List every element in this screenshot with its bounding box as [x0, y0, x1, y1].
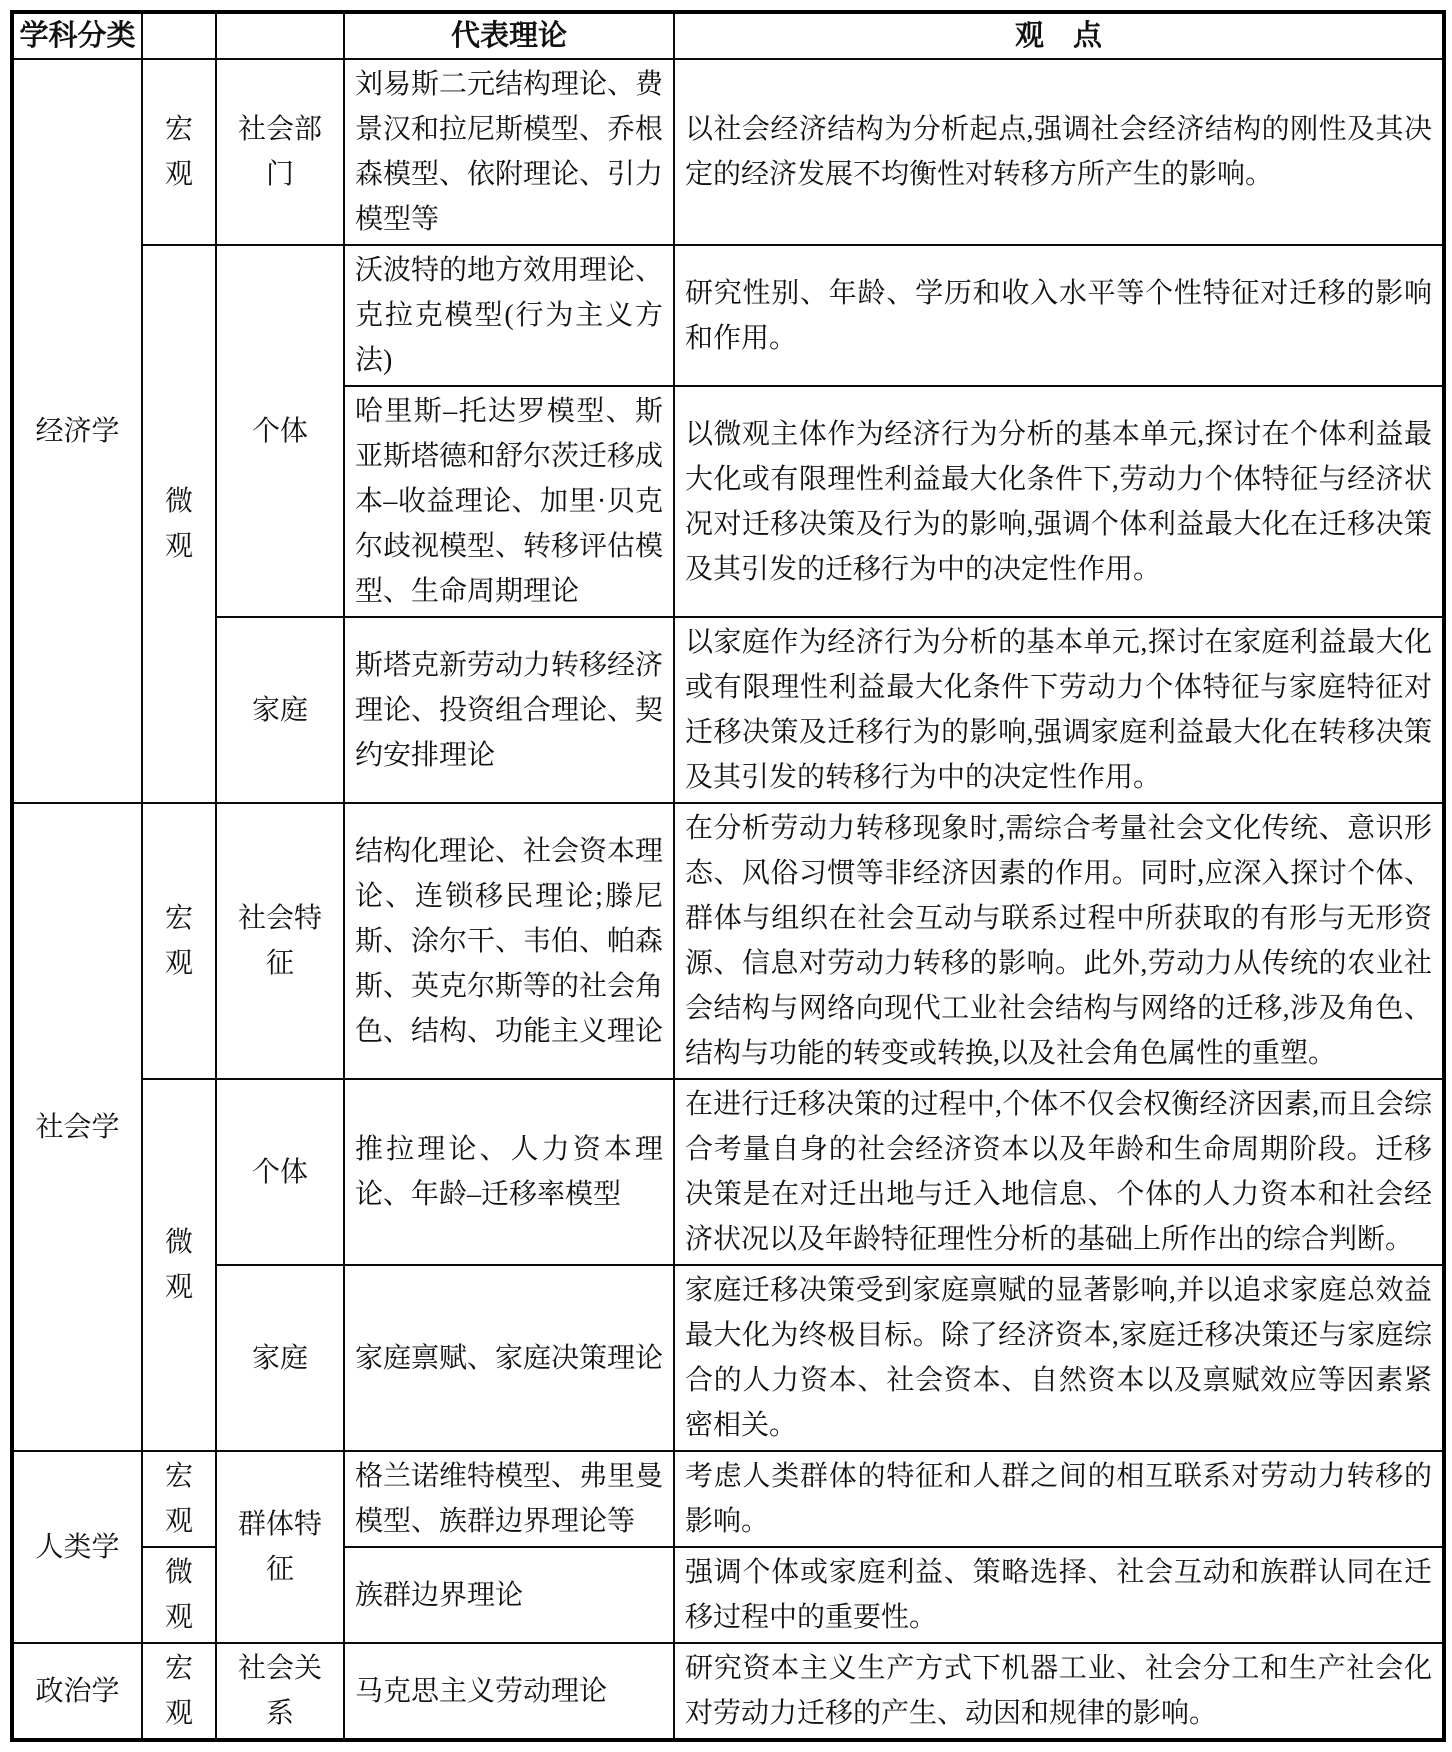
table-row [12, 1265, 1444, 1451]
theory-cell: 结构化理论、社会资本理论、连锁移民理论;滕尼斯、涂尔干、韦伯、帕森斯、英克尔斯等的社会角色、结构、功能主义理论 [344, 803, 674, 1079]
header-theory: 代表理论 [344, 12, 674, 59]
viewpoint-cell: 在进行迁移决策的过程中,个体不仅会权衡经济因素,而且会综合考量自身的社会经济资本以及年龄和生命周期阶段。迁移决策是在对迁出地与迁入地信息、个体的人力资本和社会经济状况以及年龄特征理性分析的基础上所作出的综合判断。 [674, 1079, 1444, 1265]
unit-cell: 社会关系 [216, 1643, 344, 1740]
discipline-cell: 社会学 [12, 803, 142, 1451]
theory-cell: 家庭禀赋、家庭决策理论 [344, 1265, 674, 1451]
viewpoint-cell: 以家庭作为经济行为分析的基本单元,探讨在家庭利益最大化或有限理性利益最大化条件下劳动力个体特征与家庭特征对迁移决策及迁移行为的影响,强调家庭利益最大化在转移决策及其引发的转移行为中的决定性作用。 [674, 617, 1444, 803]
viewpoint-cell: 以微观主体作为经济行为分析的基本单元,探讨在个体利益最大化或有限理性利益最大化条件下,劳动力个体特征与经济状况对迁移决策及行为的影响,强调个体利益最大化在迁移决策及其引发的迁移行为中的决定性作用。 [674, 386, 1444, 617]
theory-cell: 沃波特的地方效用理论、克拉克模型(行为主义方法) [344, 245, 674, 386]
viewpoint-cell: 研究性别、年龄、学历和收入水平等个性特征对迁移的影响和作用。 [674, 245, 1444, 386]
scale-cell: 微观 [142, 245, 216, 803]
viewpoint-cell: 研究资本主义生产方式下机器工业、社会分工和生产社会化对劳动力迁移的产生、动因和规律的影响。 [674, 1643, 1444, 1740]
scale-cell: 宏观 [142, 59, 216, 245]
theory-cell: 推拉理论、人力资本理论、年龄–迁移率模型 [344, 1079, 674, 1265]
table-row [12, 59, 1444, 245]
viewpoint-cell: 在分析劳动力转移现象时,需综合考量社会文化传统、意识形态、风俗习惯等非经济因素的作用。同时,应深入探讨个体、群体与组织在社会互动与联系过程中所获取的有形与无形资源、信息对劳动力转移的影响。此外,劳动力从传统的农业社会结构与网络向现代工业社会结构与网络的迁移,涉及角色、结构与功能的转变或转换,以及社会角色属性的重塑。 [674, 803, 1444, 1079]
header-discipline: 学科分类 [12, 12, 142, 59]
unit-cell: 个体 [216, 245, 344, 617]
theory-cell: 马克思主义劳动理论 [344, 1643, 674, 1740]
scale-cell: 微观 [142, 1079, 216, 1451]
header-viewpoint: 观 点 [674, 12, 1444, 59]
table-row [12, 617, 1444, 803]
unit-cell: 群体特征 [216, 1451, 344, 1643]
discipline-theory-table [10, 10, 1446, 1742]
unit-cell: 家庭 [216, 1265, 344, 1451]
unit-cell: 个体 [216, 1079, 344, 1265]
table-row [12, 1451, 1444, 1547]
header-scale-empty [142, 12, 216, 59]
viewpoint-cell: 强调个体或家庭利益、策略选择、社会互动和族群认同在迁移过程中的重要性。 [674, 1547, 1444, 1643]
scale-cell: 宏观 [142, 1451, 216, 1547]
theory-cell: 格兰诺维特模型、弗里曼模型、族群边界理论等 [344, 1451, 674, 1547]
discipline-cell: 政治学 [12, 1643, 142, 1740]
table-header-row [12, 12, 1444, 59]
scale-cell: 宏观 [142, 1643, 216, 1740]
unit-cell: 家庭 [216, 617, 344, 803]
table-row [12, 803, 1444, 1079]
scale-cell: 微观 [142, 1547, 216, 1643]
table-row [12, 1079, 1444, 1265]
theory-cell: 刘易斯二元结构理论、费景汉和拉尼斯模型、乔根森模型、依附理论、引力模型等 [344, 59, 674, 245]
discipline-cell: 经济学 [12, 59, 142, 803]
viewpoint-cell: 以社会经济结构为分析起点,强调社会经济结构的刚性及其决定的经济发展不均衡性对转移方所产生的影响。 [674, 59, 1444, 245]
viewpoint-cell: 家庭迁移决策受到家庭禀赋的显著影响,并以追求家庭总效益最大化为终极目标。除了经济资本,家庭迁移决策还与家庭综合的人力资本、社会资本、自然资本以及禀赋效应等因素紧密相关。 [674, 1265, 1444, 1451]
table-row [12, 245, 1444, 386]
table-row [12, 1643, 1444, 1740]
unit-cell: 社会部门 [216, 59, 344, 245]
theory-cell: 斯塔克新劳动力转移经济理论、投资组合理论、契约安排理论 [344, 617, 674, 803]
scale-cell: 宏观 [142, 803, 216, 1079]
theory-cell: 哈里斯–托达罗模型、斯亚斯塔德和舒尔茨迁移成本–收益理论、加里·贝克尔歧视模型、转移评估模型、生命周期理论 [344, 386, 674, 617]
header-unit-empty [216, 12, 344, 59]
theory-cell: 族群边界理论 [344, 1547, 674, 1643]
discipline-cell: 人类学 [12, 1451, 142, 1643]
unit-cell: 社会特征 [216, 803, 344, 1079]
viewpoint-cell: 考虑人类群体的特征和人群之间的相互联系对劳动力转移的影响。 [674, 1451, 1444, 1547]
